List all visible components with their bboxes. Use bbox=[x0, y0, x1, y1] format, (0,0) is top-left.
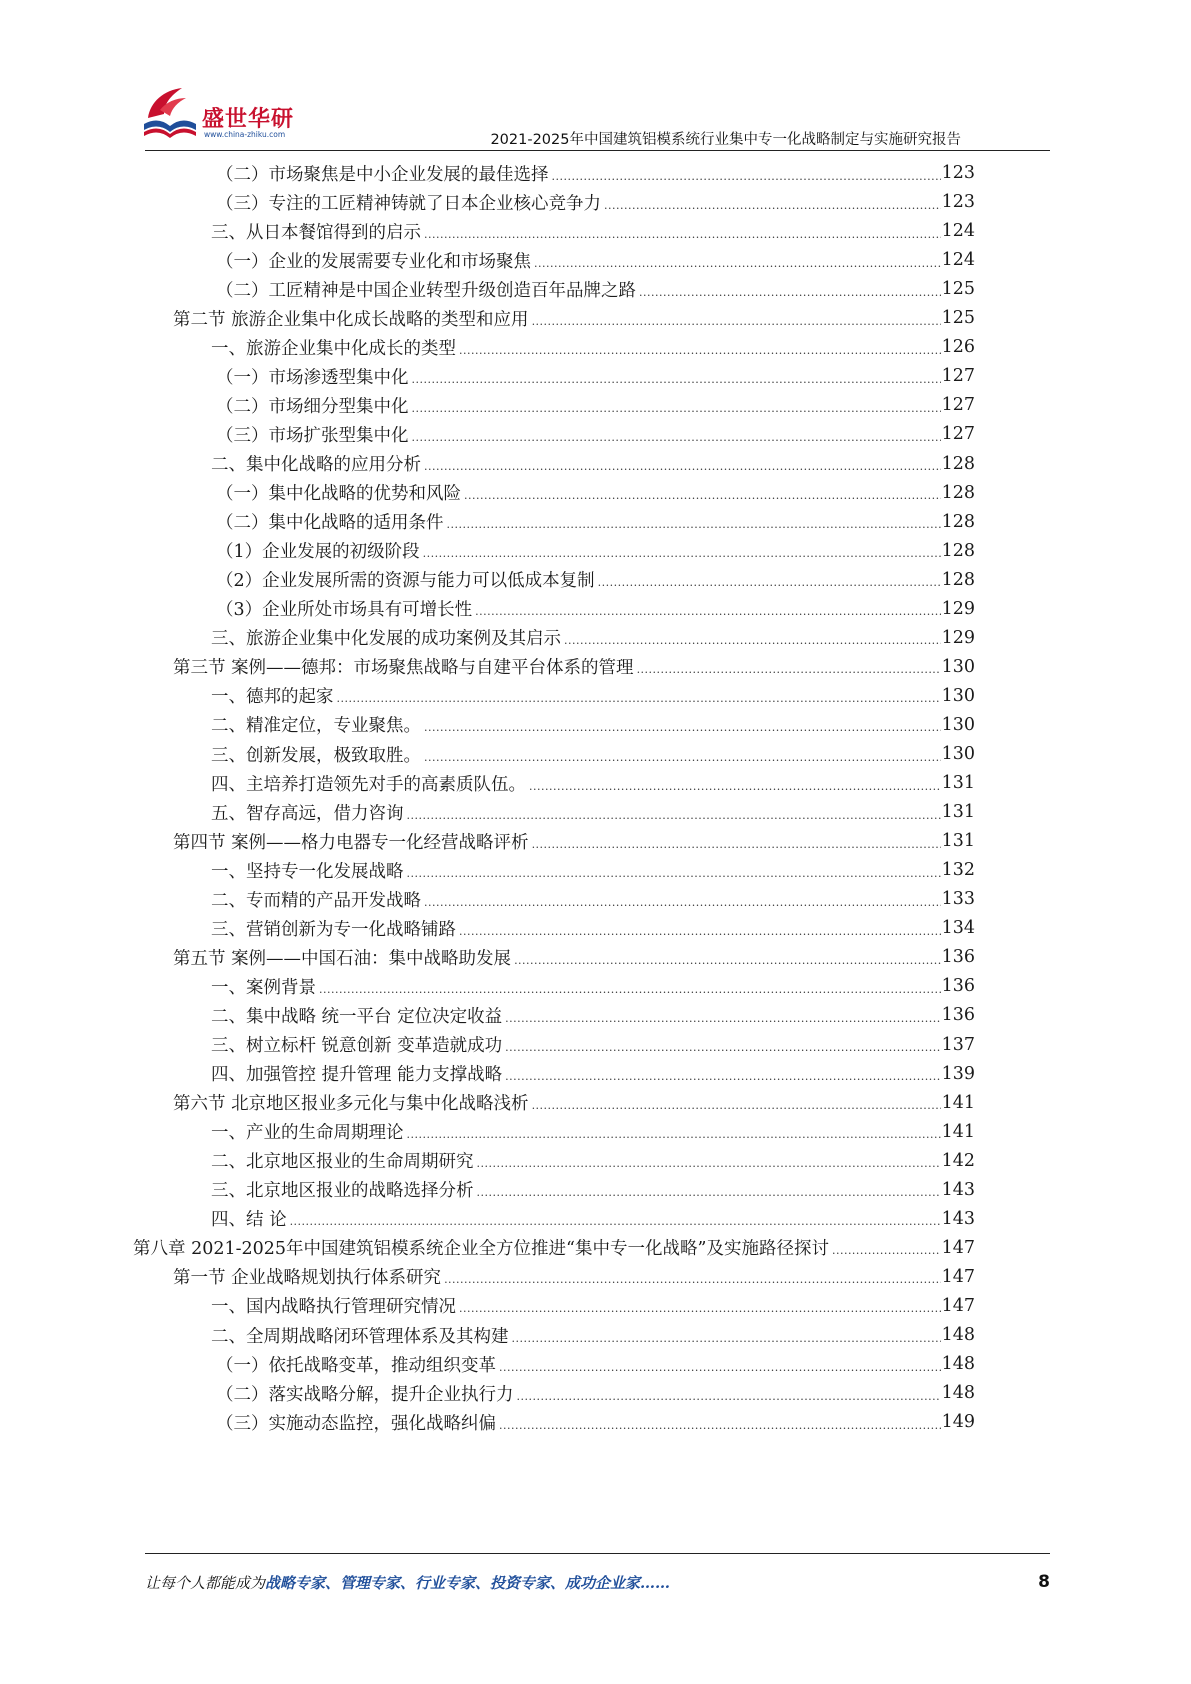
toc-entry[interactable] bbox=[216, 419, 975, 449]
toc-entry-label: 三、旅游企业集中化发展的成功案例及其启示 bbox=[211, 629, 561, 650]
toc-leader-dots bbox=[412, 402, 941, 415]
toc-entry-label: （一）依托战略变革，推动组织变革 bbox=[216, 1355, 496, 1376]
toc-entry[interactable] bbox=[173, 942, 975, 972]
toc-entry-page: 128 bbox=[941, 569, 975, 590]
toc-leader-dots bbox=[552, 170, 941, 183]
toc-entry-page: 139 bbox=[941, 1063, 975, 1084]
toc-entry[interactable] bbox=[173, 826, 975, 856]
toc-entry-label: 四、结 论 bbox=[211, 1210, 287, 1231]
toc-leader-dots bbox=[337, 692, 941, 705]
toc-entry-page: 130 bbox=[941, 714, 975, 735]
toc-leader-dots bbox=[459, 925, 941, 938]
toc-leader-dots bbox=[407, 809, 941, 822]
company-logo bbox=[140, 80, 310, 146]
toc-entry-label: （一）企业的发展需要专业化和市场聚焦 bbox=[216, 251, 531, 272]
toc-entry[interactable] bbox=[216, 507, 975, 537]
toc-entry[interactable] bbox=[211, 884, 975, 914]
toc-entry-page: 125 bbox=[941, 308, 975, 329]
toc-entry-page: 124 bbox=[941, 221, 975, 242]
toc-leader-dots bbox=[412, 431, 941, 444]
toc-entry-label: （二）工匠精神是中国企业转型升级创造百年品牌之路 bbox=[216, 280, 636, 301]
toc-entry-label: 第五节 案例——中国石油：集中战略助发展 bbox=[173, 948, 512, 969]
toc-entry-page: 133 bbox=[941, 889, 975, 910]
toc-entry-page: 132 bbox=[941, 860, 975, 881]
toc-entry-page: 134 bbox=[941, 918, 975, 939]
toc-leader-dots bbox=[529, 780, 941, 793]
toc-entry-page: 127 bbox=[941, 366, 975, 387]
toc-leader-dots bbox=[505, 1041, 940, 1054]
toc-leader-dots bbox=[517, 1390, 941, 1403]
toc-entry[interactable] bbox=[211, 1204, 975, 1234]
toc-entry[interactable] bbox=[173, 1088, 975, 1118]
toc-entry-page: 149 bbox=[941, 1412, 975, 1433]
toc-entry-page: 148 bbox=[941, 1383, 975, 1404]
toc-leader-dots bbox=[424, 228, 941, 241]
toc-entry-page: 148 bbox=[941, 1325, 975, 1345]
toc-leader-dots bbox=[477, 1157, 941, 1170]
toc-entry[interactable] bbox=[173, 303, 975, 333]
toc-entry-label: 第四节 案例——格力电器专一化经营战略评析 bbox=[173, 832, 529, 853]
toc-entry-page: 127 bbox=[941, 395, 975, 416]
toc-leader-dots bbox=[459, 344, 941, 357]
toc-entry-label: （二）市场细分型集中化 bbox=[216, 396, 409, 417]
toc-leader-dots bbox=[604, 199, 941, 212]
toc-entry-label: 三、树立标杆 锐意创新 变革造就成功 bbox=[211, 1036, 503, 1056]
toc-entry-page: 141 bbox=[941, 1092, 975, 1113]
toc-entry-label: 三、创新发展，极致取胜。 bbox=[211, 745, 421, 766]
toc-entry[interactable] bbox=[211, 710, 975, 740]
toc-entry[interactable] bbox=[216, 594, 975, 624]
toc-entry-label: 二、全周期战略闭环管理体系及其构建 bbox=[211, 1326, 509, 1347]
toc-entry[interactable] bbox=[211, 1030, 975, 1060]
toc-entry-label: （二）落实战略分解，提升企业执行力 bbox=[216, 1384, 514, 1405]
toc-entry[interactable] bbox=[211, 855, 975, 885]
toc-entry[interactable] bbox=[133, 1233, 975, 1263]
toc-entry[interactable] bbox=[211, 216, 975, 246]
toc-entry-label: 三、北京地区报业的战略选择分析 bbox=[211, 1181, 474, 1202]
toc-entry-label: 第八章 2021-2025年中国建筑铝模系统企业全方位推进“集中专一化战略”及实施路径探讨 bbox=[133, 1239, 829, 1260]
toc-entry-label: （三）市场扩张型集中化 bbox=[216, 425, 409, 446]
toc-entry[interactable] bbox=[173, 1262, 975, 1292]
toc-entry-page: 127 bbox=[941, 424, 975, 445]
toc-entry[interactable] bbox=[216, 1378, 975, 1408]
toc-entry-page: 148 bbox=[941, 1354, 975, 1375]
toc-leader-dots bbox=[290, 1215, 941, 1228]
toc-leader-dots bbox=[532, 838, 941, 851]
toc-entry-page: 129 bbox=[941, 598, 975, 619]
toc-leader-dots bbox=[459, 1302, 941, 1315]
toc-entry-page: 125 bbox=[941, 279, 975, 300]
toc-entry-page: 124 bbox=[941, 250, 975, 271]
toc-leader-dots bbox=[424, 896, 941, 909]
toc-entry-page: 130 bbox=[941, 744, 975, 764]
toc-entry[interactable] bbox=[211, 739, 975, 769]
toc-entry-label: （3）企业所处市场具有可增长性 bbox=[216, 600, 473, 621]
footer-slogan bbox=[145, 1572, 670, 1593]
toc-entry-page: 147 bbox=[941, 1266, 975, 1287]
toc-entry-page: 123 bbox=[941, 192, 975, 213]
toc-entry[interactable] bbox=[211, 1000, 975, 1030]
toc-entry-label: 二、精准定位，专业聚焦。 bbox=[211, 716, 421, 737]
toc-entry-label: （2）企业发展所需的资源与能力可以低成本复制 bbox=[216, 571, 595, 592]
slogan-prefix: 让每个人都能成为 bbox=[145, 1574, 266, 1592]
toc-entry[interactable] bbox=[211, 681, 975, 711]
toc-leader-dots bbox=[534, 257, 941, 270]
toc-entry-page: 136 bbox=[941, 976, 975, 997]
toc-entry[interactable] bbox=[211, 623, 975, 653]
toc-leader-dots bbox=[532, 315, 941, 328]
toc-entry-label: （三）实施动态监控，强化战略纠偏 bbox=[216, 1413, 496, 1434]
toc-entry[interactable] bbox=[211, 1175, 975, 1205]
toc-entry-page: 123 bbox=[941, 163, 975, 183]
toc-entry-label: 二、专而精的产品开发战略 bbox=[211, 890, 421, 911]
toc-entry-page: 129 bbox=[941, 627, 975, 648]
toc-entry[interactable] bbox=[216, 158, 975, 188]
toc-leader-dots bbox=[512, 1332, 941, 1345]
toc-entry-label: 五、智存高远，借力咨询 bbox=[211, 803, 404, 824]
toc-entry-label: （一）市场渗透型集中化 bbox=[216, 367, 409, 388]
book-swoosh-icon bbox=[140, 80, 202, 142]
toc-entry-page: 131 bbox=[941, 802, 975, 823]
toc-entry[interactable] bbox=[216, 1349, 975, 1379]
toc-entry-label: 一、国内战略执行管理研究情况 bbox=[211, 1297, 456, 1318]
toc-entry-page: 137 bbox=[941, 1034, 975, 1055]
toc-entry-page: 131 bbox=[941, 773, 975, 794]
toc-entry-label: （二）市场聚焦是中小企业发展的最佳选择 bbox=[216, 164, 549, 185]
report-title: 2021-2025年中国建筑铝模系统行业集中专一化战略制定与实施研究报告 bbox=[490, 132, 961, 148]
toc-entry-page: 147 bbox=[941, 1237, 975, 1258]
toc-leader-dots bbox=[639, 286, 941, 299]
toc-entry-page: 128 bbox=[941, 540, 975, 561]
toc-entry[interactable] bbox=[211, 971, 975, 1001]
toc-entry-label: （三）专注的工匠精神铸就了日本企业核心竞争力 bbox=[216, 193, 601, 214]
toc-entry-label: （二）集中化战略的适用条件 bbox=[216, 513, 444, 534]
toc-entry[interactable] bbox=[211, 1117, 975, 1147]
toc-entry-label: 一、德邦的起家 bbox=[211, 687, 334, 708]
page-number: 8 bbox=[1038, 1572, 1050, 1592]
toc-entry-label: 一、旅游企业集中化成长的类型 bbox=[211, 338, 456, 359]
toc-entry[interactable] bbox=[211, 332, 975, 362]
toc-leader-dots bbox=[424, 460, 941, 473]
toc-entry[interactable] bbox=[216, 565, 975, 595]
toc-entry[interactable] bbox=[211, 768, 975, 798]
toc-leader-dots bbox=[505, 1012, 940, 1025]
toc-entry-label: 一、案例背景 bbox=[211, 977, 316, 998]
toc-leader-dots bbox=[499, 1419, 941, 1432]
toc-entry-label: 三、营销创新为专一化战略铺路 bbox=[211, 919, 456, 940]
toc-leader-dots bbox=[477, 1186, 941, 1199]
toc-entry-label: 第六节 北京地区报业多元化与集中化战略浅析 bbox=[173, 1094, 529, 1115]
toc-leader-dots bbox=[412, 373, 941, 386]
toc-entry-page: 142 bbox=[941, 1150, 975, 1171]
toc-entry-page: 130 bbox=[941, 685, 975, 706]
toc-entry-page: 131 bbox=[941, 831, 975, 852]
toc-leader-dots bbox=[447, 518, 941, 531]
toc-entry[interactable] bbox=[216, 274, 975, 304]
toc-leader-dots bbox=[564, 634, 941, 647]
toc-entry-page: 136 bbox=[941, 1005, 975, 1026]
toc-entry-page: 143 bbox=[941, 1208, 975, 1229]
toc-leader-dots bbox=[424, 721, 941, 734]
header-divider bbox=[145, 150, 1050, 151]
toc-leader-dots bbox=[319, 983, 941, 996]
toc-entry-page: 143 bbox=[941, 1179, 975, 1200]
toc-leader-dots bbox=[505, 1070, 940, 1083]
toc-leader-dots bbox=[407, 1128, 941, 1141]
toc-entry-label: （1）企业发展的初级阶段 bbox=[216, 542, 420, 563]
toc-entry-label: 二、集中化战略的应用分析 bbox=[211, 455, 421, 475]
toc-entry-page: 130 bbox=[941, 656, 975, 677]
toc-leader-dots bbox=[514, 954, 941, 967]
toc-leader-dots bbox=[407, 867, 941, 880]
page-header bbox=[0, 0, 1191, 150]
toc-leader-dots bbox=[464, 489, 941, 502]
toc-entry[interactable] bbox=[211, 913, 975, 943]
toc-leader-dots bbox=[637, 663, 941, 676]
toc-entry[interactable] bbox=[216, 187, 975, 217]
toc-entry-label: 三、从日本餐馆得到的启示 bbox=[211, 222, 421, 243]
toc-leader-dots bbox=[444, 1273, 941, 1286]
slogan-highlight: 战略专家、管理专家、行业专家、投资专家、成功企业家…… bbox=[265, 1574, 671, 1592]
toc-entry[interactable] bbox=[216, 536, 975, 566]
toc-entry-page: 128 bbox=[941, 511, 975, 532]
toc-entry-label: 第三节 案例——德邦：市场聚焦战略与自建平台体系的管理 bbox=[173, 658, 634, 679]
footer-divider bbox=[145, 1553, 1050, 1554]
toc-leader-dots bbox=[832, 1244, 941, 1257]
logo-brand-name: 盛世华研 bbox=[202, 107, 295, 132]
toc-entry-label: 二、集中战略 统一平台 定位决定收益 bbox=[211, 1006, 503, 1027]
toc-leader-dots bbox=[532, 1099, 941, 1112]
toc-entry[interactable] bbox=[211, 1291, 975, 1321]
toc-entry-label: 二、北京地区报业的生命周期研究 bbox=[211, 1152, 474, 1173]
toc-entry[interactable] bbox=[216, 361, 975, 391]
toc-entry[interactable] bbox=[216, 1407, 975, 1437]
toc-entry-label: 一、产业的生命周期理论 bbox=[211, 1123, 404, 1144]
toc-entry[interactable] bbox=[211, 1320, 975, 1350]
toc-leader-dots bbox=[424, 751, 941, 764]
toc-entry-label: 第一节 企业战略规划执行体系研究 bbox=[173, 1268, 442, 1289]
toc-entry[interactable] bbox=[216, 390, 975, 420]
logo-url: www.china-zhiku.com bbox=[204, 130, 286, 139]
toc-entry[interactable] bbox=[173, 652, 975, 682]
toc-leader-dots bbox=[598, 576, 941, 589]
toc-entry[interactable] bbox=[211, 449, 975, 479]
toc-entry[interactable] bbox=[216, 478, 975, 508]
toc-entry-label: 第二节 旅游企业集中化成长战略的类型和应用 bbox=[173, 309, 529, 330]
page-footer bbox=[145, 1572, 1050, 1600]
toc-entry-label: 四、主培养打造领先对手的高素质队伍。 bbox=[211, 774, 526, 795]
toc-entry-page: 128 bbox=[941, 482, 975, 503]
toc-leader-dots bbox=[499, 1361, 941, 1374]
toc-leader-dots bbox=[423, 547, 941, 560]
toc-entry-label: （一）集中化战略的优势和风险 bbox=[216, 484, 461, 505]
toc-entry-page: 147 bbox=[941, 1295, 975, 1316]
toc-entry[interactable] bbox=[211, 1146, 975, 1176]
toc-entry[interactable] bbox=[211, 1059, 975, 1089]
toc-entry-page: 126 bbox=[941, 337, 975, 358]
toc-entry[interactable] bbox=[216, 245, 975, 275]
toc-entry-page: 128 bbox=[941, 453, 975, 474]
toc-entry-page: 136 bbox=[941, 947, 975, 968]
toc-entry-label: 四、加强管控 提升管理 能力支撑战略 bbox=[211, 1065, 503, 1086]
toc-entry-label: 一、坚持专一化发展战略 bbox=[211, 861, 404, 882]
toc-entry[interactable] bbox=[211, 797, 975, 827]
toc-entry-page: 141 bbox=[941, 1121, 975, 1142]
toc-leader-dots bbox=[475, 605, 940, 618]
